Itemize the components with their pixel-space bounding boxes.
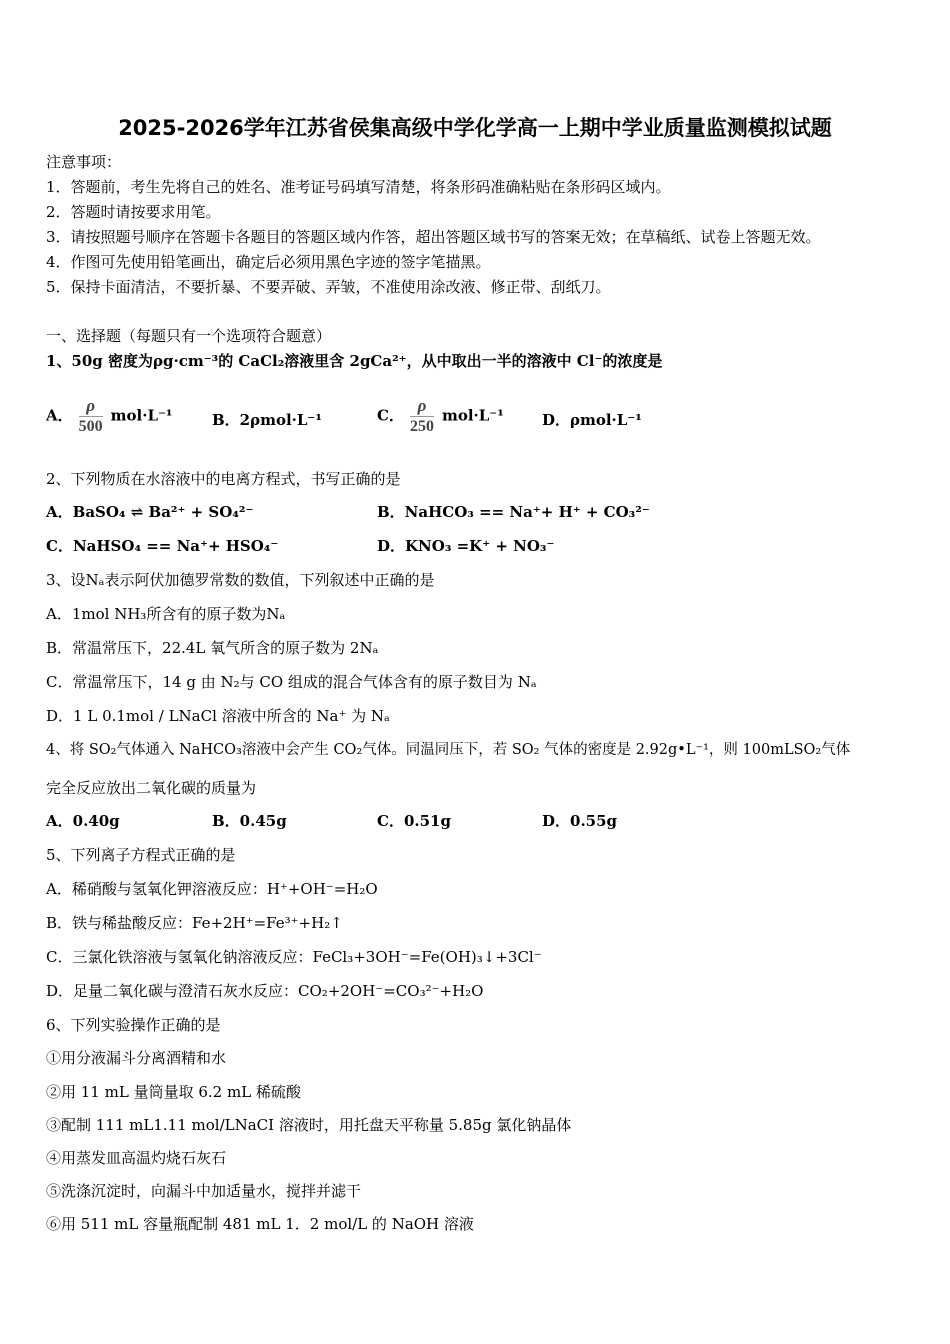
denominator: 500 (78, 418, 103, 435)
q5-option-c: C．三氯化铁溶液与氢氧化钠溶液反应：FeCl₃+3OH⁻=Fe(OH)₃↓+3Cl⁻ (46, 948, 542, 966)
notice-item: 1．答题前，考生先将自己的姓名、准考证号码填写清楚，将条形码准确粘贴在条形码区域内。 (46, 178, 671, 196)
notice-item: 4．作图可先使用铅笔画出，确定后必须用黑色字迹的签字笔描黑。 (46, 253, 491, 271)
q1-option-c (377, 396, 504, 437)
q1-option-b: B．2ρmol·L⁻¹ (212, 411, 322, 429)
section-heading: 一、选择题（每题只有一个选项符合题意） (46, 327, 332, 345)
notice-item: 3．请按照题号顺序在答题卡各题目的答题区域内作答，超出答题区域书写的答案无效；在草稿纸、试卷上答题无效。 (46, 228, 821, 246)
q4-option-d: D．0.55g (542, 812, 618, 830)
q6-item: ⑥用 511 mL 容量瓶配制 481 mL 1．2 mol/L 的 NaOH 溶液 (46, 1215, 474, 1233)
fraction (410, 396, 434, 437)
q6-item: ②用 11 mL 量筒量取 6.2 mL 稀硫酸 (46, 1083, 301, 1101)
q6-stem: 6、下列实验操作正确的是 (46, 1016, 221, 1034)
option-label: C． (377, 406, 404, 425)
q4-stem: 4、将 SO₂气体通入 NaHCO₃溶液中会产生 CO₂气体。同温同压下，若 SO₂ 气体的密度是 2.92g•L⁻¹，则 100mLSO₂气体 (46, 742, 851, 758)
unit: mol·L⁻¹ (441, 406, 504, 425)
q4-option-c: C．0.51g (377, 812, 451, 830)
q3-stem: 3、设Nₐ表示阿伏加德罗常数的数值，下列叙述中正确的是 (46, 571, 435, 589)
q5-option-b: B．铁与稀盐酸反应：Fe+2H⁺=Fe³⁺+H₂↑ (46, 914, 343, 932)
numerator: ρ (410, 396, 434, 417)
q1-stem: 1、50g 密度为ρg·cm⁻³的 CaCl₂溶液里含 2gCa²⁺，从中取出一半的溶液中 Cl⁻的浓度是 (46, 352, 663, 370)
q6-item: ⑤洗涤沉淀时，向漏斗中加适量水，搅拌并滤干 (46, 1182, 362, 1200)
q5-option-d: D．足量二氧化碳与澄清石灰水反应：CO₂+2OH⁻=CO₃²⁻+H₂O (46, 982, 484, 1000)
denominator: 250 (409, 418, 434, 435)
q6-item: ④用蒸发皿高温灼烧石灰石 (46, 1149, 227, 1167)
q4-option-b: B．0.45g (212, 812, 287, 830)
q2-option-d: D．KNO₃ =K⁺ + NO₃⁻ (377, 537, 555, 555)
q3-option-b: B．常温常压下，22.4L 氧气所含的原子数为 2Nₐ (46, 639, 379, 657)
q3-option-d: D．1 L 0.1mol / LNaCl 溶液中所含的 Na⁺ 为 Nₐ (46, 707, 390, 725)
q3-option-a: A．1mol NH₃所含有的原子数为Nₐ (46, 605, 286, 623)
numerator: ρ (79, 396, 103, 417)
q6-item: ①用分液漏斗分离酒精和水 (46, 1049, 227, 1067)
q6-item: ③配制 111 mL1.11 mol/LNaCI 溶液时，用托盘天平称量 5.85g 氯化钠晶体 (46, 1116, 572, 1134)
fraction (79, 396, 103, 437)
unit: mol·L⁻¹ (110, 406, 173, 425)
q5-stem: 5、下列离子方程式正确的是 (46, 846, 236, 864)
q5-option-a: A．稀硝酸与氢氧化钾溶液反应：H⁺+OH⁻=H₂O (46, 880, 378, 898)
notice-item: 5．保持卡面清洁，不要折暴、不要弄破、弄皱，不准使用涂改液、修正带、刮纸刀。 (46, 278, 611, 296)
q4-option-a: A．0.40g (46, 812, 120, 830)
q2-stem: 2、下列物质在水溶液中的电离方程式，书写正确的是 (46, 470, 401, 488)
q4-stem-cont: 完全反应放出二氧化碳的质量为 (46, 779, 257, 797)
notice-heading: 注意事项： (46, 153, 122, 171)
q2-option-b: B．NaHCO₃ == Na⁺+ H⁺ + CO₃²⁻ (377, 503, 650, 521)
q3-option-c: C．常温常压下，14 g 由 N₂与 CO 组成的混合气体含有的原子数目为 Nₐ (46, 673, 537, 691)
notice-item: 2．答题时请按要求用笔。 (46, 203, 221, 221)
option-label: A． (46, 406, 73, 425)
q2-option-c: C．NaHSO₄ == Na⁺+ HSO₄⁻ (46, 537, 279, 555)
page-title: 2025-2026学年江苏省侯集高级中学化学高一上期中学业质量监测模拟试题 (118, 116, 832, 140)
q1-option-d: D．ρmol·L⁻¹ (542, 411, 642, 429)
q2-option-a: A．BaSO₄ ⇌ Ba²⁺ + SO₄²⁻ (46, 503, 254, 521)
q1-option-a (46, 396, 172, 437)
